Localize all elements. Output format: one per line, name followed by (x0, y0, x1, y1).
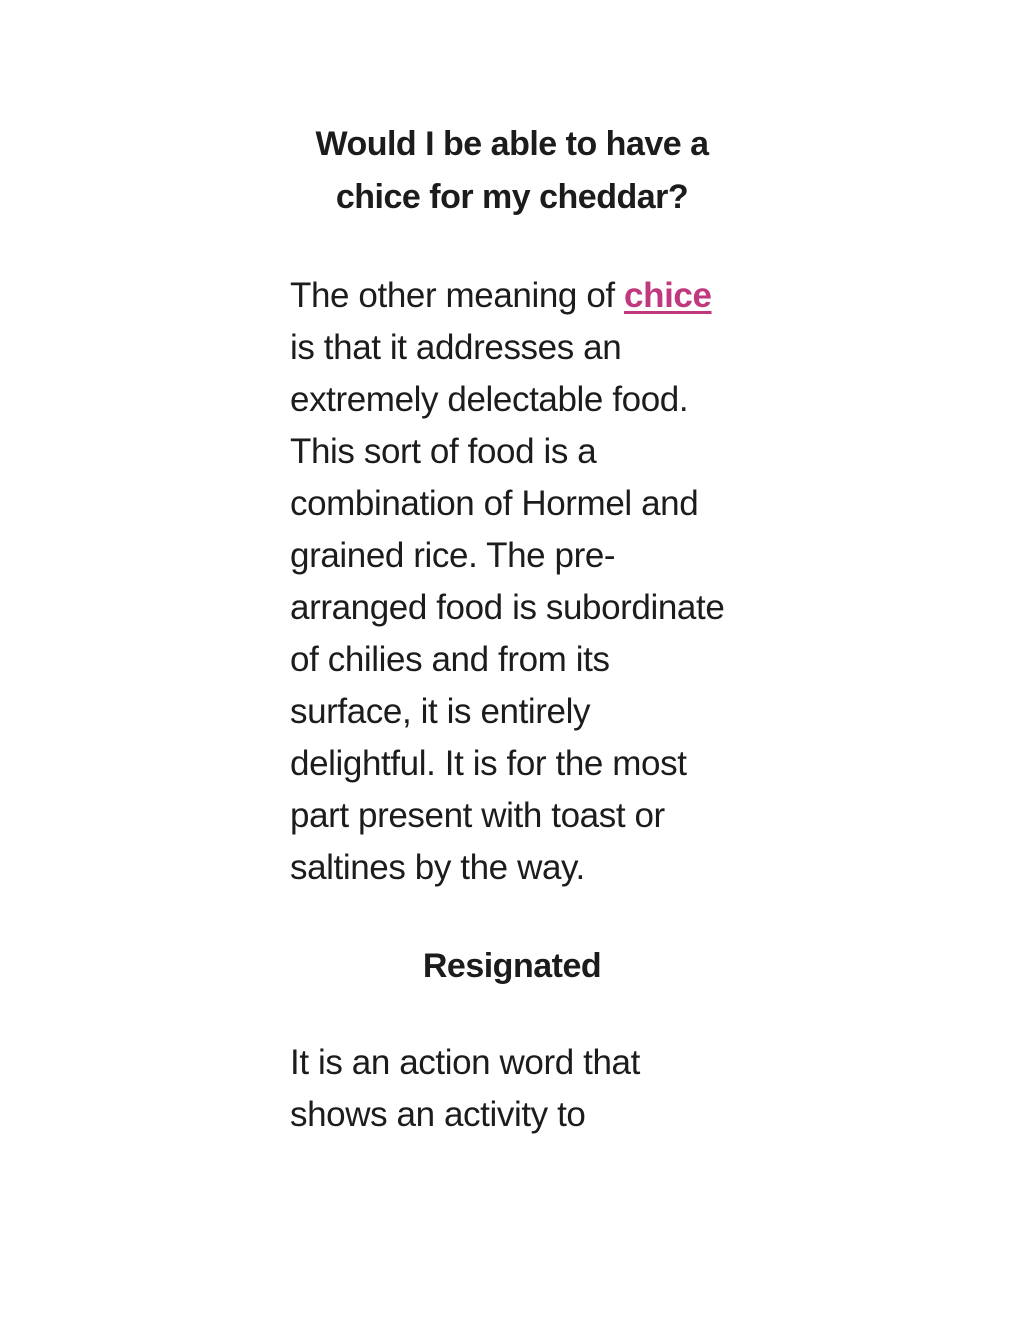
paragraph-text-before-link: The other meaning of (290, 276, 625, 315)
section-heading-chice: Would I be able to have a chice for my cheddar? (315, 125, 709, 216)
paragraph-chice-meaning (290, 270, 734, 894)
paragraph-resignated: It is an action word that shows an activity to (290, 1043, 640, 1134)
section-heading-resignated: Resignated (422, 947, 602, 985)
chice-link[interactable]: chice (624, 276, 712, 315)
article-column (290, 118, 734, 1141)
paragraph-text-after-link: is that it addresses an extremely delectable food. This sort of food is a combination of Hormel and grained rice. The pre-arranged food is subordinate of chilies and from its surface, it is entirely delightful. It is for the most part present with toast or saltines by the way. (290, 328, 725, 887)
